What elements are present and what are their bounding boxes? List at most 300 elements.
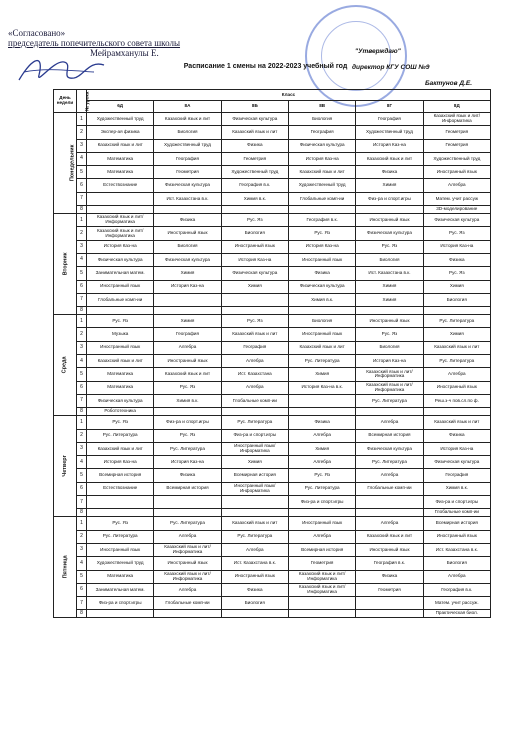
schedule-row	[54, 496, 491, 509]
subject-cell: Глобальные комп-ии	[288, 192, 355, 205]
lesson-number: 6	[77, 482, 87, 495]
subject-cell: Алгебра	[221, 381, 288, 394]
subject-cell: Физика	[154, 214, 221, 227]
subject-cell: Казахский язык и лит	[87, 355, 154, 368]
class-header: 8Д	[423, 101, 490, 113]
subject-cell: Ист. Казахстана в.к.	[221, 557, 288, 570]
subject-cell: Иностранный язык	[356, 214, 423, 227]
subject-cell	[356, 408, 423, 416]
subject-cell: 3D-моделирование	[423, 206, 490, 214]
lesson-number: 4	[77, 152, 87, 165]
lesson-number: 6	[77, 583, 87, 596]
subject-cell: География	[221, 341, 288, 354]
lesson-number: 7	[77, 597, 87, 610]
subject-cell: История Каз-на в.к.	[288, 381, 355, 394]
subject-cell: Химия в.к.	[154, 394, 221, 407]
lesson-number: 1	[77, 416, 87, 429]
subject-cell: Казахский язык и лит	[221, 328, 288, 341]
subject-cell: Казахский язык и лит/Информатика	[87, 227, 154, 240]
subject-cell: Физика	[423, 429, 490, 442]
subject-cell: Казахский язык и лит	[288, 166, 355, 179]
subject-cell: Матем. учит рассуж.	[423, 597, 490, 610]
schedule-row	[54, 442, 491, 455]
subject-cell: Казахский язык и лит/ Информатика	[423, 113, 490, 126]
subject-cell: Естествознание	[87, 482, 154, 495]
subject-cell: Всемирная история	[154, 482, 221, 495]
subject-cell	[87, 509, 154, 517]
subject-cell: Глобальные комп-ии	[423, 509, 490, 517]
lesson-number: 5	[77, 368, 87, 381]
subject-cell: Физика	[221, 139, 288, 152]
subject-cell	[288, 408, 355, 416]
subject-cell: Иностранный язык	[423, 530, 490, 543]
schedule-row	[54, 408, 491, 416]
subject-cell: Всемирная история	[356, 429, 423, 442]
subject-cell: Иностранный язык/ Информатика	[221, 482, 288, 495]
subject-cell: История Каз-на	[356, 139, 423, 152]
subject-cell: Физика	[154, 469, 221, 482]
subject-cell: Химия	[288, 368, 355, 381]
subject-cell: Математика	[87, 570, 154, 583]
subject-cell: Казахский язык и лит/Информатика	[288, 583, 355, 596]
subject-cell: Физ-ра и спорт.игры	[356, 192, 423, 205]
schedule-row	[54, 240, 491, 253]
subject-cell: Иностранный язык	[154, 227, 221, 240]
lesson-number: 3	[77, 442, 87, 455]
schedule-row	[54, 341, 491, 354]
subject-cell	[221, 610, 288, 618]
subject-cell: Физ-ра и спорт.игры	[221, 429, 288, 442]
subject-cell: Занимательная матем.	[87, 583, 154, 596]
approval-right-line2: директор КГУ СОШ №9	[352, 64, 430, 71]
subject-cell: Физика	[423, 253, 490, 266]
subject-cell: Художественный труд	[356, 126, 423, 139]
subject-cell: Рус. Яз	[87, 315, 154, 328]
lesson-number: 2	[77, 227, 87, 240]
subject-cell: Химия в.к.	[288, 293, 355, 306]
subject-cell: Рус. Яз	[288, 469, 355, 482]
schedule-row	[54, 570, 491, 583]
lesson-number: 8	[77, 610, 87, 618]
subject-cell	[356, 509, 423, 517]
schedule-row	[54, 152, 491, 165]
subject-cell: Алгебра	[288, 456, 355, 469]
subject-cell: Рус. Литература	[154, 517, 221, 530]
subject-cell: Физическая культура	[221, 113, 288, 126]
subject-cell: Математика	[87, 166, 154, 179]
subject-cell: Иностранный язык	[221, 570, 288, 583]
subject-cell: Иностранный язык	[288, 517, 355, 530]
subject-cell: Иностранный язык	[356, 315, 423, 328]
lesson-number: 7	[77, 394, 87, 407]
subject-cell: Химия	[154, 267, 221, 280]
approval-left-line3: Мейрамханулы Е.	[90, 48, 159, 58]
subject-cell	[87, 610, 154, 618]
subject-cell: Казахский язык и лит/Информатика	[356, 368, 423, 381]
lesson-number: 2	[77, 530, 87, 543]
schedule-row	[54, 267, 491, 280]
subject-cell: География	[356, 113, 423, 126]
schedule-table	[53, 89, 491, 618]
subject-cell: Рус. Литература	[356, 394, 423, 407]
subject-cell: Казахский язык и лит	[154, 113, 221, 126]
subject-cell: География	[154, 152, 221, 165]
subject-cell: Рус. Литература	[288, 482, 355, 495]
subject-cell: Казахский язык и лит/Информатика	[356, 381, 423, 394]
subject-cell: Химия	[221, 280, 288, 293]
subject-cell: География	[154, 328, 221, 341]
subject-cell: Геометрия	[356, 583, 423, 596]
subject-cell: Рус. Яз	[221, 214, 288, 227]
subject-cell: Биология	[154, 240, 221, 253]
lesson-number: 8	[77, 206, 87, 214]
subject-cell: Химия в.к.	[423, 482, 490, 495]
subject-cell: Рус. Яз	[356, 240, 423, 253]
subject-cell: Химия	[423, 280, 490, 293]
subject-cell: Иностранный язык	[423, 381, 490, 394]
subject-cell: Казахский язык и лит	[423, 341, 490, 354]
subject-cell	[356, 206, 423, 214]
class-group-header: Класс	[87, 90, 491, 101]
subject-cell: Иностранный язык	[87, 280, 154, 293]
subject-cell: Казахский язык и лит	[423, 416, 490, 429]
class-header: 8Б	[221, 101, 288, 113]
subject-cell: Химия	[288, 442, 355, 455]
subject-cell	[154, 496, 221, 509]
subject-cell: Физическая культура	[356, 442, 423, 455]
schedule-row	[54, 557, 491, 570]
schedule-row	[54, 597, 491, 610]
subject-cell: Алгебра	[288, 429, 355, 442]
subject-cell: Физическая культура	[423, 456, 490, 469]
schedule-row	[54, 214, 491, 227]
subject-cell: Ист. Казахстана	[221, 368, 288, 381]
subject-cell: Художественный труд	[221, 166, 288, 179]
subject-cell: Рус. Яз	[423, 267, 490, 280]
subject-cell: Всемирная история	[423, 517, 490, 530]
subject-cell	[154, 509, 221, 517]
subject-cell	[154, 408, 221, 416]
subject-cell: Художественный труд	[288, 179, 355, 192]
subject-cell: Иностранный язык	[154, 557, 221, 570]
document-title: Расписание 1 смены на 2022-2023 учебный год	[183, 63, 348, 70]
subject-cell: Всемирная история	[87, 469, 154, 482]
subject-cell: Иностранный язык	[288, 328, 355, 341]
subject-cell: Математика	[87, 368, 154, 381]
subject-cell: Иностранный язык	[221, 240, 288, 253]
subject-cell: Казахский язык и лит/Информатика	[154, 543, 221, 556]
subject-cell: Экспер-ая физика	[87, 126, 154, 139]
lesson-number: 5	[77, 469, 87, 482]
subject-cell: Практическая биол.	[423, 610, 490, 618]
subject-cell: Рус. Литература	[423, 315, 490, 328]
subject-cell: Казахский язык и лит	[154, 368, 221, 381]
schedule-row	[54, 530, 491, 543]
schedule-row	[54, 328, 491, 341]
subject-cell: Занимательная матем.	[87, 267, 154, 280]
day-column-header: День недели	[54, 90, 77, 113]
subject-cell: Алгебра	[356, 416, 423, 429]
subject-cell	[356, 610, 423, 618]
subject-cell: Реш.з-ч пов.сл.по ф.	[423, 394, 490, 407]
subject-cell: Казахский язык и лит	[87, 139, 154, 152]
subject-cell: Рус. Яз	[288, 227, 355, 240]
subject-cell	[288, 206, 355, 214]
subject-cell: Физическая культура	[154, 179, 221, 192]
lesson-number: 5	[77, 570, 87, 583]
subject-cell: География в.к.	[423, 583, 490, 596]
subject-cell	[221, 206, 288, 214]
subject-cell: Казахский язык и лит/Информатика	[288, 570, 355, 583]
subject-cell: Казахский язык и лит/Информатика	[87, 214, 154, 227]
class-header: 6Д	[87, 101, 154, 113]
subject-cell	[288, 597, 355, 610]
subject-cell: Биология	[423, 293, 490, 306]
lesson-number: 3	[77, 543, 87, 556]
subject-cell: Ист. Казахстана в.к.	[356, 267, 423, 280]
subject-cell: Естествознание	[87, 179, 154, 192]
lesson-number-header: № урока	[77, 90, 87, 113]
subject-cell: Глобальные комп-ии	[87, 293, 154, 306]
lesson-number: 3	[77, 240, 87, 253]
subject-cell: Робототехника	[87, 408, 154, 416]
subject-cell: Биология	[221, 597, 288, 610]
lesson-number: 6	[77, 280, 87, 293]
subject-cell: Глобальные комп-ии	[154, 597, 221, 610]
subject-cell	[154, 610, 221, 618]
subject-cell: Физика	[356, 570, 423, 583]
lesson-number: 2	[77, 328, 87, 341]
subject-cell: Рус. Литература	[356, 456, 423, 469]
subject-cell: Физ-ра и спорт.игры	[154, 416, 221, 429]
schedule-row	[54, 166, 491, 179]
subject-cell: История Каз-на	[87, 240, 154, 253]
day-cell: Среда	[54, 315, 77, 416]
schedule-row	[54, 469, 491, 482]
day-cell: Вторник	[54, 214, 77, 315]
subject-cell: Рус. Яз	[221, 315, 288, 328]
schedule-row	[54, 253, 491, 266]
subject-cell: Иностранный язык	[423, 166, 490, 179]
subject-cell: Геометрия	[423, 126, 490, 139]
signature-left	[14, 50, 109, 90]
subject-cell: История Каз-на	[423, 240, 490, 253]
subject-cell: Биология	[288, 113, 355, 126]
subject-cell: Матем. учит рассуж	[423, 192, 490, 205]
schedule-row	[54, 394, 491, 407]
schedule-row	[54, 456, 491, 469]
subject-cell	[288, 610, 355, 618]
lesson-number: 8	[77, 408, 87, 416]
subject-cell: Химия	[356, 293, 423, 306]
lesson-number: 5	[77, 166, 87, 179]
lesson-number: 3	[77, 341, 87, 354]
day-cell: Понедельник	[54, 113, 77, 214]
subject-cell: Биология	[356, 341, 423, 354]
schedule-row	[54, 227, 491, 240]
subject-cell: Физическая культура	[288, 139, 355, 152]
approval-left-line2: председатель попечительского совета школы	[8, 38, 181, 48]
lesson-number: 5	[77, 267, 87, 280]
subject-cell: Алгебра	[356, 469, 423, 482]
subject-cell: Физ-ра и спорт.игры	[423, 496, 490, 509]
subject-cell: Рус. Литература	[87, 530, 154, 543]
lesson-number: 8	[77, 307, 87, 315]
subject-cell: Химия	[356, 280, 423, 293]
subject-cell: Геометрия	[423, 139, 490, 152]
subject-cell	[356, 307, 423, 315]
subject-cell: Рус. Литература	[87, 429, 154, 442]
subject-cell: Казахский язык и лит/Информатика	[154, 570, 221, 583]
class-header: 8А	[154, 101, 221, 113]
schedule-row	[54, 307, 491, 315]
subject-cell: Математика	[87, 152, 154, 165]
subject-cell: Иностранный язык/ Информатика	[221, 442, 288, 455]
subject-cell: Физическая культура	[221, 267, 288, 280]
subject-cell: Физика	[288, 416, 355, 429]
subject-cell: Ист. Казахстана в.к.	[423, 543, 490, 556]
day-cell: Четверг	[54, 416, 77, 517]
subject-cell: Биология	[356, 253, 423, 266]
subject-cell: Алгебра	[356, 517, 423, 530]
schedule-row	[54, 192, 491, 205]
subject-cell: История Каз-на	[154, 456, 221, 469]
subject-cell: Физическая культура	[154, 253, 221, 266]
subject-cell: Иностранный язык	[288, 253, 355, 266]
subject-cell: Биология	[288, 315, 355, 328]
subject-cell: Рус. Литература	[154, 442, 221, 455]
subject-cell: Рус. Яз	[154, 429, 221, 442]
lesson-number: 8	[77, 509, 87, 517]
schedule-row	[54, 126, 491, 139]
lesson-number: 7	[77, 293, 87, 306]
subject-cell: Алгебра	[154, 341, 221, 354]
lesson-number: 1	[77, 214, 87, 227]
subject-cell: Алгебра	[423, 570, 490, 583]
schedule-row	[54, 381, 491, 394]
subject-cell: Иностранный язык	[87, 543, 154, 556]
subject-cell	[87, 496, 154, 509]
subject-cell	[288, 307, 355, 315]
lesson-number: 1	[77, 517, 87, 530]
subject-cell: Художественный труд	[154, 139, 221, 152]
lesson-number: 1	[77, 113, 87, 126]
schedule-row	[54, 280, 491, 293]
subject-cell: Рус. Литература	[423, 355, 490, 368]
subject-cell: Рус. Яз	[154, 381, 221, 394]
subject-cell	[356, 496, 423, 509]
subject-cell	[221, 408, 288, 416]
subject-cell: Казахский язык и лит	[356, 530, 423, 543]
day-cell: Пятница	[54, 517, 77, 618]
schedule-row	[54, 509, 491, 517]
schedule-row	[54, 139, 491, 152]
subject-cell: Химия	[154, 315, 221, 328]
subject-cell: Художественный труд	[87, 113, 154, 126]
class-header: 8В	[288, 101, 355, 113]
subject-cell	[154, 206, 221, 214]
approval-left-line1: «Согласовано»	[8, 28, 66, 38]
subject-cell	[288, 509, 355, 517]
subject-cell	[423, 307, 490, 315]
subject-cell: Геометрия	[288, 557, 355, 570]
subject-cell: Казахский язык и лит	[221, 517, 288, 530]
subject-cell	[154, 293, 221, 306]
subject-cell: Музыка	[87, 328, 154, 341]
subject-cell: Алгебра	[423, 179, 490, 192]
subject-cell: Рус. Яз	[356, 328, 423, 341]
subject-cell: Физ-ра и спорт.игры	[288, 496, 355, 509]
subject-cell: Биология	[423, 557, 490, 570]
subject-cell	[221, 496, 288, 509]
subject-cell: Физическая культура	[356, 227, 423, 240]
subject-cell: Алгебра	[154, 530, 221, 543]
schedule-row	[54, 583, 491, 596]
subject-cell: История Каз-на	[288, 240, 355, 253]
schedule-row	[54, 517, 491, 530]
schedule-row	[54, 293, 491, 306]
lesson-number: 4	[77, 456, 87, 469]
subject-cell: Математика	[87, 381, 154, 394]
subject-cell	[221, 509, 288, 517]
subject-cell: Физика	[288, 267, 355, 280]
lesson-number: 7	[77, 496, 87, 509]
subject-cell: Алгебра	[423, 368, 490, 381]
subject-cell: История Каз-на	[154, 280, 221, 293]
lesson-number: 6	[77, 179, 87, 192]
subject-cell: История Каз-на	[423, 442, 490, 455]
schedule-row	[54, 206, 491, 214]
subject-cell	[423, 408, 490, 416]
subject-cell: История Каз-на	[356, 355, 423, 368]
subject-cell: Алгебра	[154, 583, 221, 596]
schedule-row	[54, 113, 491, 126]
subject-cell: Биология	[154, 126, 221, 139]
subject-cell: Биология	[221, 227, 288, 240]
schedule-row	[54, 368, 491, 381]
subject-cell: Художественный труд	[423, 152, 490, 165]
subject-cell: Казахский язык и лит	[288, 341, 355, 354]
schedule-row	[54, 543, 491, 556]
subject-cell: Рус. Литература	[221, 416, 288, 429]
subject-cell: Рус. Яз	[87, 416, 154, 429]
subject-cell	[87, 192, 154, 205]
subject-cell: Физика	[221, 583, 288, 596]
subject-cell: Алгебра	[288, 530, 355, 543]
subject-cell: География в.к.	[221, 179, 288, 192]
subject-cell: Алгебра	[221, 543, 288, 556]
subject-cell: Ист. Казахстана в.к.	[154, 192, 221, 205]
lesson-number: 4	[77, 253, 87, 266]
subject-cell: Физическая культура	[87, 394, 154, 407]
subject-cell: География в.к.	[356, 557, 423, 570]
subject-cell: История Каз-на	[87, 456, 154, 469]
subject-cell: Иностранный язык	[87, 341, 154, 354]
lesson-number: 4	[77, 557, 87, 570]
subject-cell	[288, 394, 355, 407]
lesson-number: 4	[77, 355, 87, 368]
lesson-number: 2	[77, 126, 87, 139]
schedule-row	[54, 610, 491, 618]
subject-cell: Глобальные комп-ии	[356, 482, 423, 495]
lesson-number: 1	[77, 315, 87, 328]
subject-cell: Иностранный язык	[356, 543, 423, 556]
subject-cell: Казахский язык и лит	[221, 126, 288, 139]
lesson-number: 7	[77, 192, 87, 205]
subject-cell: Всемирная история	[221, 469, 288, 482]
subject-cell: Геометрия	[221, 152, 288, 165]
class-header: 8Г	[356, 101, 423, 113]
